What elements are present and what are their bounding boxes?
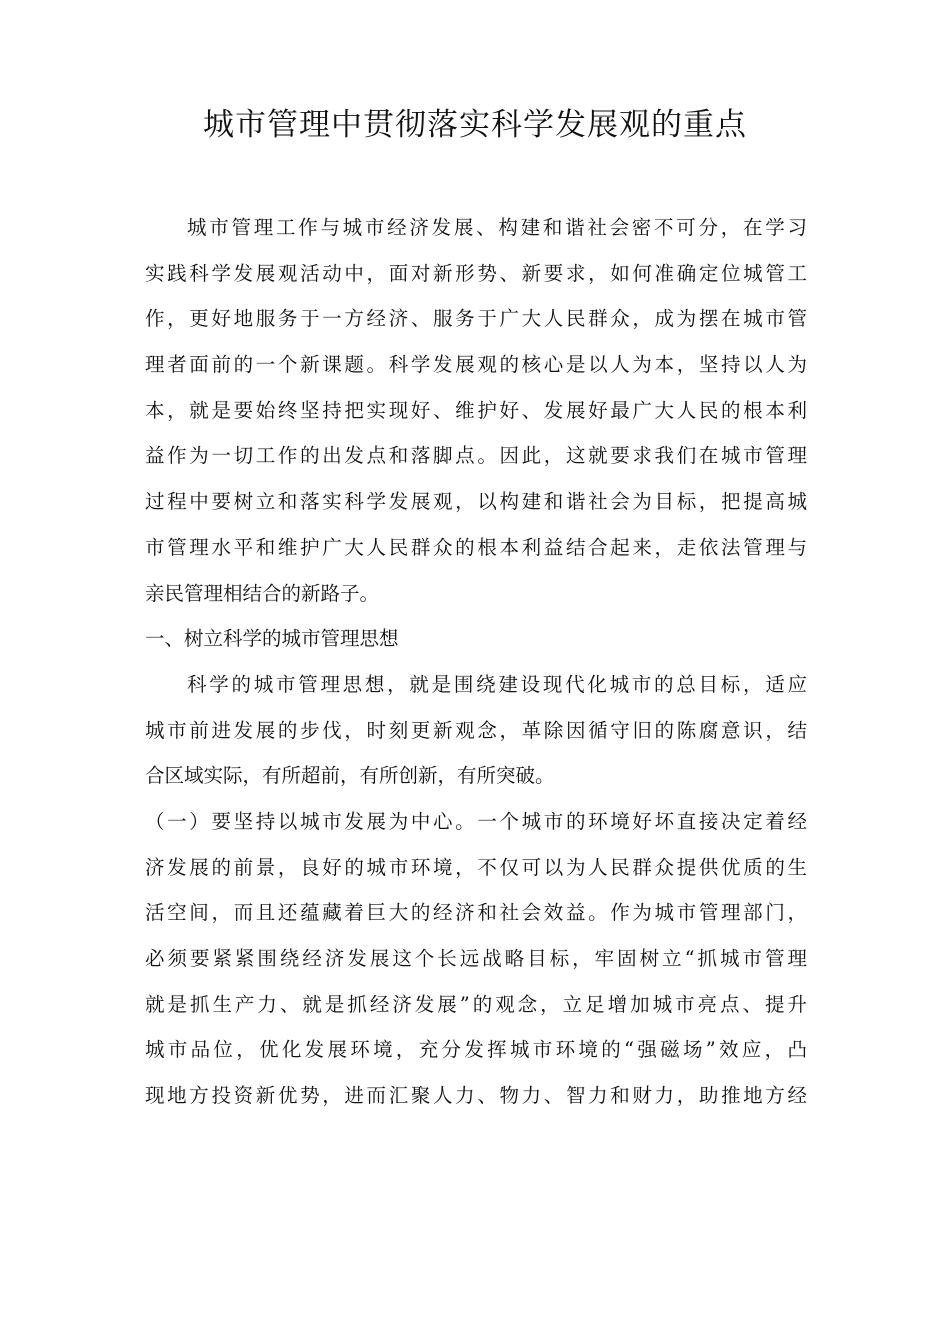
paragraph-line: 济发展的前景，良好的城市环境，不仅可以为人民群众提供优质的生 [145,855,807,879]
paragraph-line: 活空间，而且还蕴藏着巨大的经济和社会效益。作为城市管理部门， [145,901,807,925]
paragraph-line: 实践科学发展观活动中，面对新形势、新要求，如何准确定位城管工 [145,261,807,285]
paragraph-line: 必须要紧紧围绕经济发展这个长远战略目标，牢固树立“抓城市管理 [145,947,807,970]
document-body [145,205,807,1119]
paragraph-line: 本，就是要始终坚持把实现好、维护好、发展好最广大人民的根本利 [145,398,807,422]
paragraph-line: 合区域实际，有所超前，有所创新，有所突破。 [145,764,555,788]
paragraph-line: 就是抓生产力、就是抓经济发展”的观念，立足增加城市亮点、提升 [145,992,807,1016]
paragraph-line: 益作为一切工作的出发点和落脚点。因此，这就要求我们在城市管理 [145,444,807,468]
section-heading: 一、树立科学的城市管理思想 [145,627,399,651]
paragraph-line: 城市管理工作与城市经济发展、构建和谐社会密不可分，在学习 [187,216,807,239]
paragraph-line: 现地方投资新优势，进而汇聚人力、物力、智力和财力，助推地方经 [145,1084,807,1108]
document-title: 城市管理中贯彻落实科学发展观的重点 [203,107,747,143]
paragraph-line: 城市前进发展的步伐，时刻更新观念，革除因循守旧的陈腐意识，结 [145,718,807,742]
paragraph-line: 市管理水平和维护广大人民群众的根本利益结合起来，走依法管理与 [145,535,807,559]
paragraph-line: 理者面前的一个新课题。科学发展观的核心是以人为本，坚持以人为 [145,353,807,377]
paragraph-line: 亲民管理相结合的新路子。 [145,581,380,605]
paragraph-line: 科学的城市管理思想，就是围绕建设现代化城市的总目标，适应 [187,672,807,696]
paragraph-line: 过程中要树立和落实科学发展观，以构建和谐社会为目标，把提高城 [145,490,807,514]
paragraph-line: 作，更好地服务于一方经济、服务于广大人民群众，成为摆在城市管 [145,307,807,331]
paragraph-line: （一）要坚持以城市发展为中心。一个城市的环境好坏直接决定着经 [145,809,807,833]
paragraph-line: 城市品位，优化发展环境，充分发挥城市环境的“强磁场”效应，凸 [145,1038,807,1062]
